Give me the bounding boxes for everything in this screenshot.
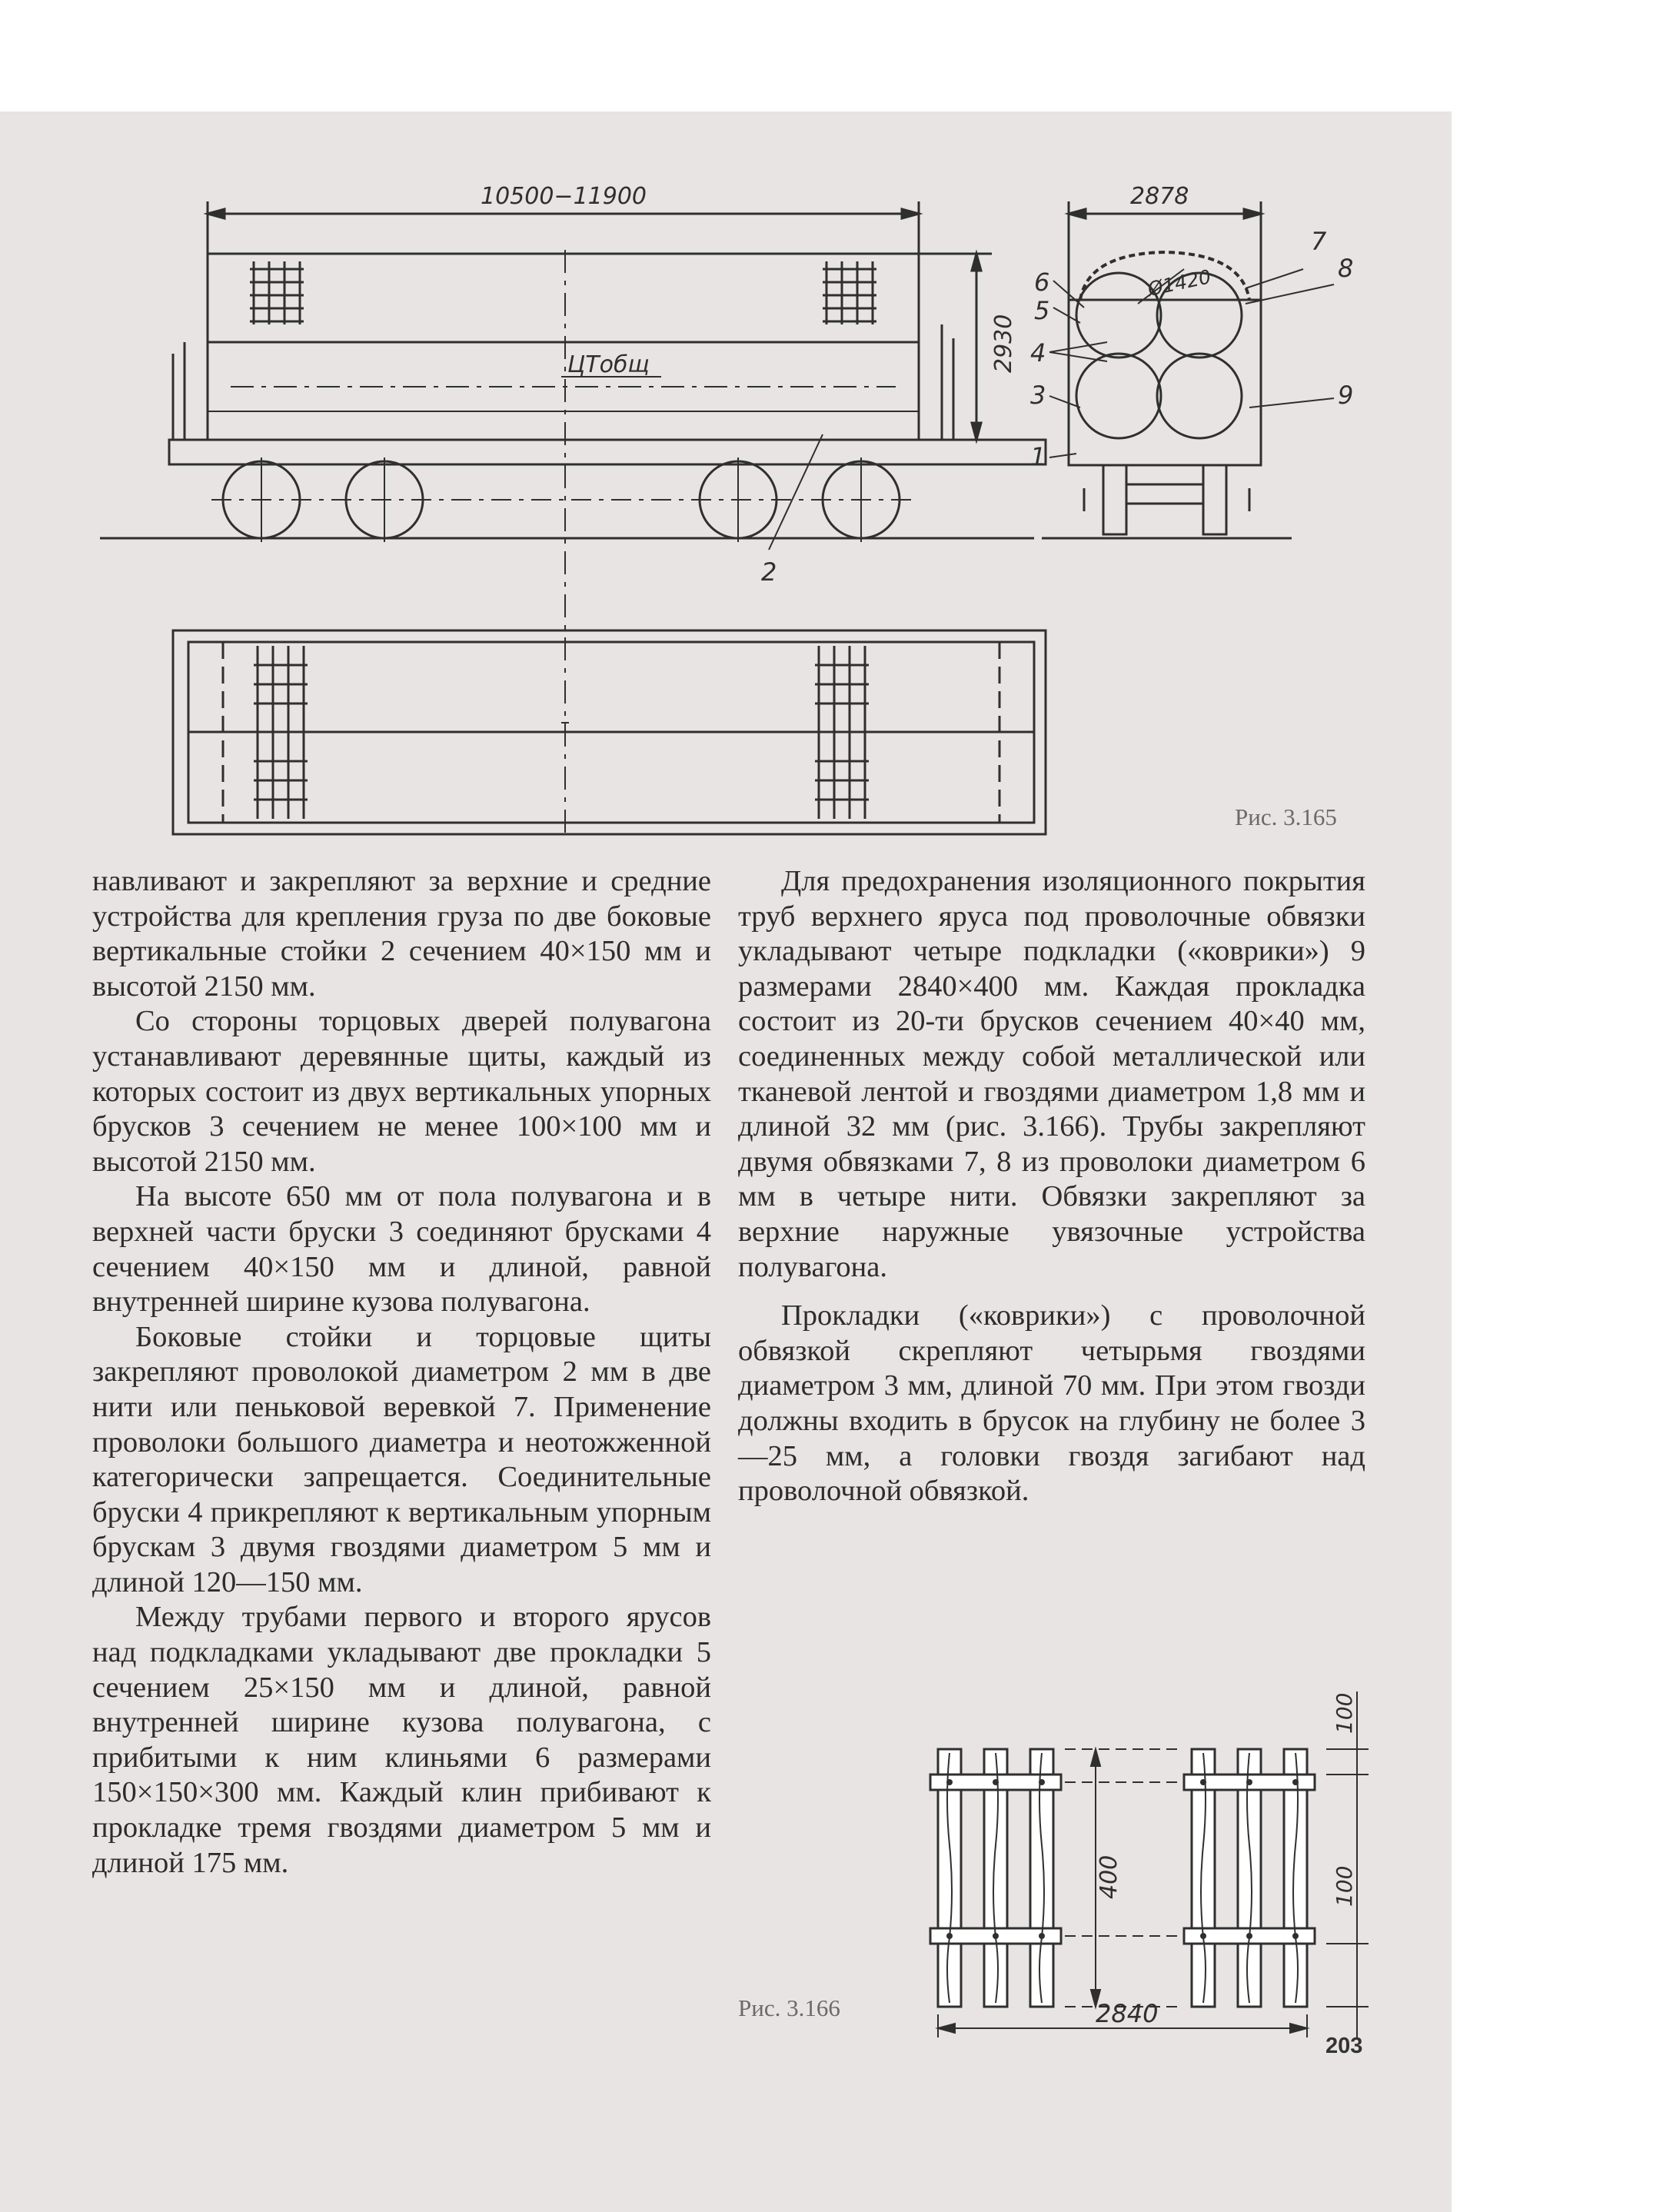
callout-9: 9	[1338, 381, 1354, 410]
dimension-400: 400	[1096, 1854, 1123, 1899]
left-paragraph-4: Боковые стойки и торцовые щиты закрепляют проволокой диаметром 2 мм в две нити или пеньковой веревкой 7. Применение проволоки большого диаметра и неотожженной категорически запрещается. Соединительные бруски 4 прикрепляют к вертикальным упорным брускам 3 двумя гвоздями диаметром 5 мм и длиной 120—150 мм.	[92, 1320, 711, 1598]
left-paragraph-5: Между трубами первого и второго ярусов над подкладками укладывают две прокладки 5 сечением 25×150 мм и длиной, равной внутренней ширине кузова полувагона, с прибитыми к ним клиньями 6 размерами 150×150×300 мм. Каждый клин прибивают к прокладке тремя гвоздями диаметром 5 мм и длиной 175 мм.	[92, 1601, 711, 1879]
dimension-100-bottom: 100	[1332, 1865, 1357, 1907]
callout-3: 3	[1030, 381, 1046, 410]
callout-8: 8	[1338, 254, 1354, 283]
dimension-length: 10500−11900	[481, 183, 647, 210]
left-paragraph-1: навливают и закрепляют за верхние и средние устройства для крепления груза по две боковые вертикальные стойки 2 сечением 40×150 мм и высотой 2150 мм.	[92, 865, 711, 1003]
right-paragraph-1: Для предохранения изоляционного покрытия труб верхнего яруса под проволочные обвязки укладывают четыре подкладки («коврики») 9 размерами 2840×400 мм. Каждая прокладка состоит из 20-ти брусков сечением 40×40 мм, соединенных между собой металлической или тканевой лентой и гвоздями диаметром 1,8 мм и длиной 32 мм (рис. 3.166). Трубы закрепляют двумя обвязками 7, 8 из проволоки диаметром 6 мм в четыре нити. Обвязки закрепляют за верхние наружные увязочные устройства полувагона.	[738, 865, 1365, 1283]
figure-3-166	[907, 1676, 1384, 2037]
scan-margin-right	[1452, 0, 1673, 2212]
page-number: 203	[1325, 2034, 1363, 2058]
dimension-pipe-diameter: Ø1420	[1146, 265, 1213, 301]
figure-3-165-caption: Рис. 3.165	[1235, 803, 1337, 830]
callout-6: 6	[1034, 268, 1050, 297]
left-paragraph-3: На высоте 650 мм от пола полувагона и в верхней части бруски 3 соединяют брусками 4 сечением 40×150 мм и длиной, равной внутренней ширине кузова полувагона.	[92, 1180, 711, 1319]
callout-1: 1	[1030, 442, 1046, 471]
left-column	[92, 864, 711, 1881]
callout-4: 4	[1030, 338, 1046, 368]
callout-5: 5	[1034, 296, 1050, 325]
dimension-100-top: 100	[1332, 1692, 1357, 1734]
dimension-width: 2878	[1130, 183, 1189, 210]
dimension-height: 2930	[990, 314, 1017, 373]
right-column	[738, 864, 1365, 1509]
scan-margin-top	[0, 0, 1452, 111]
right-paragraph-2: Прокладки («коврики») с проволочной обвязкой скрепляют четырьмя гвоздями диаметром 3 мм, длиной 70 мм. При этом гвозди должны входить в брусок на глубину не более 3—25 мм, а головки гвоздя загибают над проволочной обвязкой.	[738, 1299, 1365, 1508]
callout-7: 7	[1311, 227, 1327, 256]
figure-3-165	[77, 154, 1384, 846]
figure-3-166-caption: Рис. 3.166	[738, 1994, 840, 2021]
dimension-2840: 2840	[1096, 1999, 1159, 2028]
left-paragraph-2: Со стороны торцовых дверей полувагона устанавливают деревянные щиты, каждый из которых состоит из двух вертикальных упорных брусков 3 сечением не менее 100×100 мм и высотой 2150 мм.	[92, 1005, 711, 1178]
callout-2: 2	[761, 557, 777, 587]
center-of-gravity-label: ЦТобщ	[567, 351, 650, 378]
